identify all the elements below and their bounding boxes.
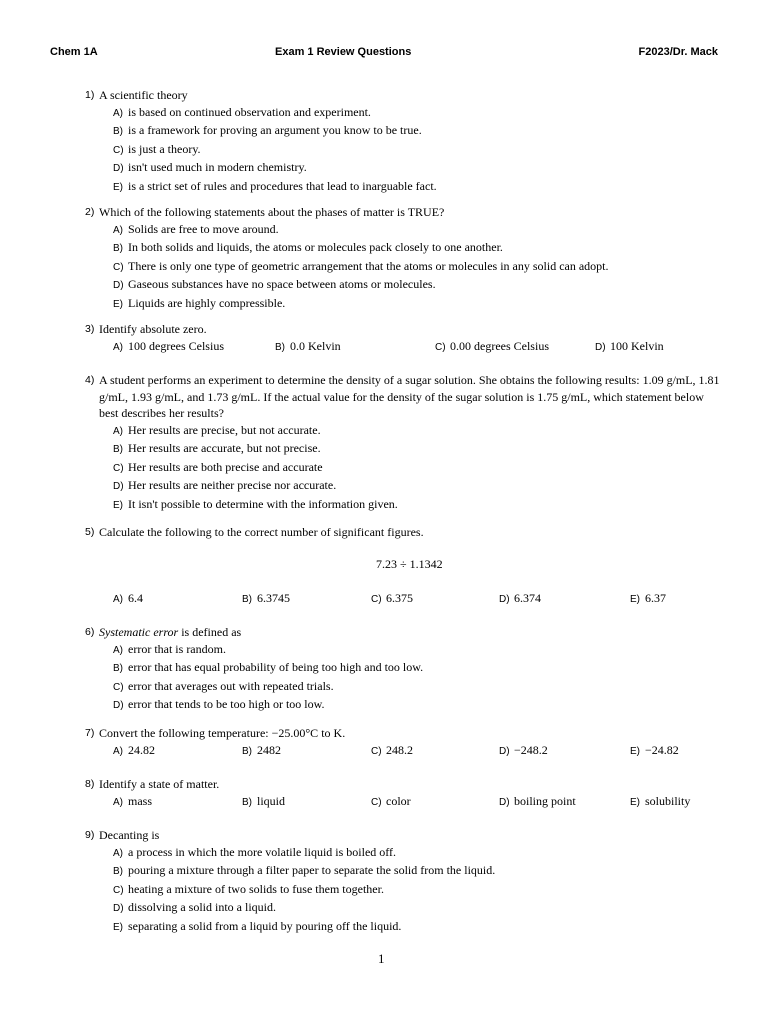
choice-a (113, 590, 143, 609)
choice-d (85, 477, 725, 496)
choice-text: Her results are precise, but not accurate. (128, 422, 321, 437)
choice-text: liquid (257, 793, 286, 808)
choice-b (85, 122, 725, 141)
choice-letter: A) (113, 425, 123, 437)
choice-letter: C) (371, 796, 382, 808)
choice-text: separating a solid from a liquid by pouring off the liquid. (128, 918, 402, 933)
choice-letter: A) (113, 745, 123, 757)
choice-text: 100 Kelvin (610, 338, 664, 353)
choice-text: In both solids and liquids, the atoms or molecules pack closely to one another. (128, 240, 503, 254)
choice-text: solubility (645, 793, 691, 808)
question-stem: Calculate the following to the correct number of significant figures. (99, 525, 424, 539)
choice-c (85, 881, 725, 900)
question-stem: A scientific theory (99, 88, 188, 102)
choice-letter: E) (113, 298, 123, 310)
choice-letter: B) (113, 243, 123, 254)
choice-text: is a strict set of rules and procedures that lead to inarguable fact. (128, 178, 437, 193)
choice-letter: B) (113, 866, 123, 877)
choice-text: Liquids are highly compressible. (128, 295, 286, 310)
choice-a (113, 338, 224, 357)
choice-a (85, 221, 725, 240)
choice-text: error that tends to be too high or too low. (128, 697, 325, 711)
choice-letter: A) (113, 644, 123, 656)
choice-text: 6.37 (645, 591, 666, 605)
choice-c (85, 141, 725, 160)
choice-letter: B) (113, 444, 123, 455)
stem-rest: is defined as (178, 625, 242, 639)
question-stem: Which of the following statements about the phases of matter is TRUE? (99, 205, 445, 219)
choice-letter: E) (630, 594, 640, 605)
choice-a (85, 641, 725, 660)
choice-text: 0.00 degrees Celsius (450, 338, 549, 353)
choice-e (630, 742, 679, 761)
choice-e (85, 295, 725, 314)
choice-letter: B) (275, 341, 285, 353)
choice-text: a process in which the more volatile liquid is boiled off. (128, 844, 397, 859)
choice-letter: D) (595, 341, 606, 353)
question-stem: Convert the following temperature: −25.00°C to K. (99, 726, 346, 740)
choice-a (85, 844, 725, 863)
choice-b (85, 659, 725, 678)
question-stem: A student performs an experiment to determine the density of a sugar solution. She obtains the following results: 1.09 g/mL, 1.81 g/mL, 1.93 g/mL, and 1.73 g/mL. If the actual value for the density of the sugar solution is 1.75 g/mL, which statement below best describes her results? (99, 373, 720, 420)
question-number: 1) (85, 89, 95, 101)
choice-text: heating a mixture of two solids to fuse them together. (128, 881, 384, 896)
choice-letter: C) (113, 261, 124, 273)
choice-b (85, 239, 725, 258)
page-number: 1 (378, 951, 385, 966)
choice-text: 100 degrees Celsius (128, 338, 224, 353)
choice-letter: D) (113, 903, 124, 914)
choice-c (85, 459, 725, 478)
choice-d (499, 742, 548, 761)
question-stem: Identify a state of matter. (99, 777, 220, 791)
choice-c (85, 258, 725, 277)
choice-letter: B) (242, 745, 252, 757)
question-5-choices (85, 590, 725, 607)
choice-text: error that averages out with repeated trials. (128, 678, 334, 693)
choice-d (499, 793, 576, 812)
choice-row (85, 338, 725, 355)
choice-text: 6.375 (386, 591, 413, 605)
choice-b (242, 793, 285, 812)
choice-e (630, 590, 666, 609)
choice-text: 6.374 (514, 591, 541, 605)
choice-e (85, 178, 725, 197)
choice-letter: D) (499, 594, 510, 605)
choice-b (85, 440, 725, 459)
choice-letter: C) (371, 745, 382, 757)
choice-d (85, 899, 725, 918)
question-1 (85, 87, 725, 196)
question-number: 6) (85, 626, 95, 638)
choice-letter: C) (371, 594, 382, 605)
question-5 (85, 524, 725, 541)
choice-a (85, 104, 725, 123)
page-header (50, 46, 718, 62)
choice-text: −24.82 (645, 742, 679, 757)
choice-letter: B) (113, 663, 123, 674)
question-number: 8) (85, 778, 95, 790)
choice-b (242, 742, 281, 761)
question-number: 7) (85, 727, 95, 739)
choice-text: 0.0 Kelvin (290, 338, 341, 353)
choice-letter: A) (113, 847, 123, 859)
question-4 (85, 372, 725, 514)
choice-letter: D) (113, 700, 124, 711)
question-number: 2) (85, 206, 95, 218)
choice-row (85, 793, 725, 810)
choice-e (630, 793, 690, 812)
choice-d (595, 338, 664, 357)
question-2 (85, 204, 725, 313)
choice-letter: B) (242, 594, 252, 605)
choice-letter: C) (113, 681, 124, 693)
choice-text: 24.82 (128, 742, 155, 757)
question-8 (85, 776, 725, 810)
choice-letter: C) (113, 144, 124, 156)
question-number: 9) (85, 829, 95, 841)
choice-c (371, 742, 413, 761)
choice-letter: E) (113, 499, 123, 511)
choice-text: mass (128, 793, 152, 808)
emphasized-term: Systematic error (99, 625, 179, 639)
choice-text: 2482 (257, 742, 281, 757)
choice-e (85, 918, 725, 937)
choice-text: is based on continued observation and experiment. (128, 104, 371, 119)
choice-text: 6.4 (128, 591, 143, 605)
choice-text: dissolving a solid into a liquid. (128, 900, 277, 914)
choice-letter: A) (113, 796, 123, 808)
choice-text: pouring a mixture through a filter paper to separate the solid from the liquid. (128, 863, 496, 877)
choice-letter: B) (242, 796, 252, 808)
choice-b (242, 590, 290, 609)
choice-d (85, 696, 725, 715)
choice-letter: B) (113, 126, 123, 137)
choice-b (85, 862, 725, 881)
document-title: Exam 1 Review Questions (275, 46, 412, 58)
question-stem (99, 624, 725, 641)
choice-letter: D) (499, 796, 510, 808)
choice-letter: C) (435, 341, 446, 353)
question-9 (85, 827, 725, 936)
division-expression: 7.23 ÷ 1.1342 (376, 557, 443, 571)
choice-letter: D) (113, 280, 124, 291)
choice-text: −248.2 (514, 742, 548, 757)
choice-text: 6.3745 (257, 591, 290, 605)
choice-letter: D) (113, 163, 124, 174)
choice-letter: A) (113, 224, 123, 236)
choice-letter: E) (113, 181, 123, 193)
choice-d (499, 590, 541, 609)
choice-row (85, 590, 725, 607)
question-number: 3) (85, 323, 95, 335)
choice-text: color (386, 793, 411, 808)
choice-text: error that has equal probability of being too high and too low. (128, 660, 424, 674)
choice-letter: E) (630, 796, 640, 808)
choice-a (113, 793, 152, 812)
question-number: 4) (85, 374, 95, 386)
choice-text: Gaseous substances have no space between atoms or molecules. (128, 277, 436, 291)
choice-text: is just a theory. (128, 141, 201, 156)
choice-letter: E) (113, 921, 123, 933)
question-7 (85, 725, 725, 759)
choice-c (371, 590, 413, 609)
choice-b (275, 338, 341, 357)
course-name: Chem 1A (50, 46, 98, 58)
choice-letter: A) (113, 594, 123, 605)
choice-text: Solids are free to move around. (128, 221, 279, 236)
choice-d (85, 276, 725, 295)
choice-letter: D) (113, 481, 124, 492)
choice-a (85, 422, 725, 441)
choice-letter: A) (113, 107, 123, 119)
choice-letter: D) (499, 745, 510, 757)
question-6 (85, 624, 725, 715)
choice-text: isn't used much in modern chemistry. (128, 160, 307, 174)
choice-text: It isn't possible to determine with the information given. (128, 496, 398, 511)
choice-c (85, 678, 725, 697)
choice-text: There is only one type of geometric arrangement that the atoms or molecules in any solid can adopt. (128, 258, 609, 273)
choice-letter: E) (630, 745, 640, 757)
choice-text: Her results are both precise and accurate (128, 459, 323, 474)
choice-text: Her results are accurate, but not precise. (128, 441, 321, 455)
choice-text: error that is random. (128, 641, 226, 656)
choice-letter: C) (113, 462, 124, 474)
choice-d (85, 159, 725, 178)
question-number: 5) (85, 526, 95, 538)
question-stem: Identify absolute zero. (99, 322, 207, 336)
choice-letter: C) (113, 884, 124, 896)
choice-a (113, 742, 155, 761)
choice-text: 248.2 (386, 742, 413, 757)
choice-c (371, 793, 411, 812)
question-3 (85, 321, 725, 355)
choice-text: is a framework for proving an argument you know to be true. (128, 123, 422, 137)
question-stem: Decanting is (99, 828, 160, 842)
choice-c (435, 338, 549, 357)
choice-letter: A) (113, 341, 123, 353)
choice-text: Her results are neither precise nor accurate. (128, 478, 337, 492)
term-instructor: F2023/Dr. Mack (638, 46, 718, 58)
choice-text: boiling point (514, 793, 576, 808)
choice-row (85, 742, 725, 759)
choice-e (85, 496, 725, 515)
